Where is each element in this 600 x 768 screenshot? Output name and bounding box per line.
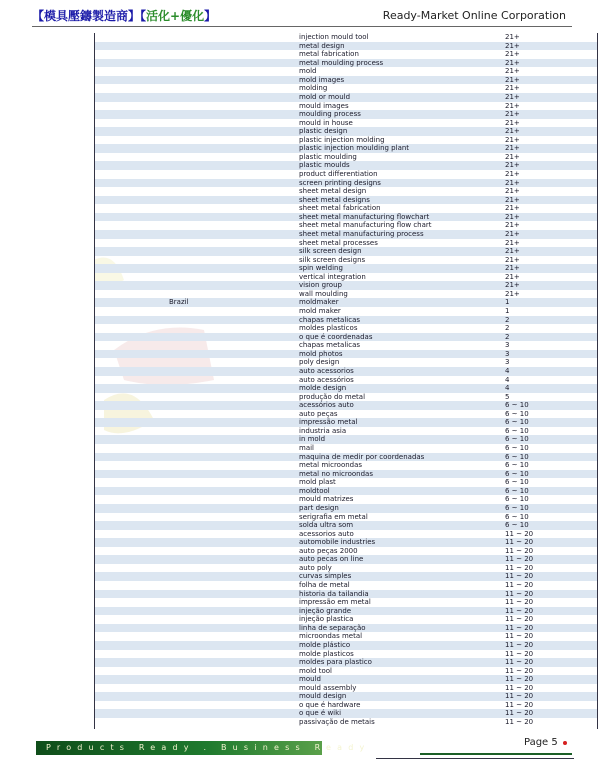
header-rule [32,26,572,27]
rank-cell: 21+ [505,255,520,264]
table-row [95,196,597,205]
rank-cell: 4 [505,384,510,393]
rank-cell: 11 ~ 20 [505,640,534,649]
rank-cell: 6 ~ 10 [505,512,529,521]
rank-cell: 4 [505,375,510,384]
table-row [95,273,597,282]
keyword-cell: auto poly [299,563,332,572]
keyword-cell: auto peças 2000 [299,546,358,555]
rank-cell: 21+ [505,281,520,290]
table-row [95,572,597,581]
keyword-cell: mould [299,675,321,684]
table-row [95,504,597,513]
header-highlight: 活化+優化 [146,9,205,23]
table-row [95,316,597,325]
rank-cell: 11 ~ 20 [505,581,534,589]
keyword-cell: mould design [299,692,347,701]
table-row [95,718,597,727]
table-row [95,221,597,230]
rank-cell: 11 ~ 20 [505,615,534,624]
keyword-cell: sheet metal processes [299,238,378,247]
table-row [95,367,597,376]
keyword-cell: chapas metalicas [299,341,361,350]
rank-cell: 21+ [505,178,520,187]
keyword-cell: impressão em metal [299,598,371,607]
rank-cell: 21+ [505,84,520,93]
footer-rule [376,758,574,759]
keyword-cell: plastic injection molding [299,135,385,144]
table-row [95,84,597,93]
table-row [95,675,597,684]
keyword-cell: silk screen designs [299,255,366,264]
keyword-cell: o que é hardware [299,700,361,709]
keyword-cell: moldes plasticos [299,324,358,333]
keyword-cell: metal design [299,41,345,50]
keyword-cell: injection mould tool [299,33,369,41]
rank-cell: 11 ~ 20 [505,666,534,675]
rank-cell: 2 [505,332,510,341]
keyword-cell: mould in house [299,118,353,127]
table-row [95,521,597,530]
table-row [95,590,597,599]
keyword-cell: plastic design [299,127,348,136]
table-row [95,470,597,479]
rank-cell: 11 ~ 20 [505,606,534,615]
keyword-cell: vision group [299,281,342,290]
keyword-cell: molde plasticos [299,649,354,658]
keyword-cell: mold images [299,75,345,84]
table-row [95,213,597,222]
table-row [95,692,597,701]
keyword-cell: spin welding [299,264,343,273]
keyword-cell: poly design [299,358,340,367]
table-row [95,478,597,487]
rank-cell: 11 ~ 20 [505,555,534,564]
rank-cell: 1 [505,298,510,307]
table-row [95,495,597,504]
footer-banner-text: Products Ready . Business Ready [46,743,371,752]
keyword-cell: solda ultra som [299,521,354,530]
rank-cell: 11 ~ 20 [505,658,534,667]
keyword-cell: passivação de metais [299,718,375,726]
keyword-cell: moulding process [299,110,361,119]
rank-cell: 6 ~ 10 [505,444,529,452]
keyword-cell: curvas simples [299,572,352,581]
keyword-cell: industria asia [299,426,347,435]
rank-cell: 11 ~ 20 [505,563,534,572]
keyword-cell: auto acessórios [299,375,354,384]
rank-cell: 21+ [505,92,520,101]
table-row [95,50,597,59]
keyword-cell: mold maker [299,307,341,315]
footer-accent-rule [420,753,572,755]
page-header [0,0,600,30]
rank-cell: 21+ [505,144,520,153]
keyword-cell: sheet metal manufacturing flow chart [299,221,432,230]
keyword-cell: mold tool [299,666,332,675]
rank-cell: 11 ~ 20 [505,675,534,684]
table-row [95,256,597,265]
table-row [95,650,597,659]
rank-cell: 6 ~ 10 [505,426,529,435]
table-row [95,170,597,179]
table-row [95,179,597,188]
rank-cell: 6 ~ 10 [505,435,529,444]
table-row [95,298,597,307]
header-title-chinese: 【模具壓鑄製造商】【活化+優化】 [32,9,217,23]
keyword-cell: molde design [299,384,347,393]
table-row [95,684,597,693]
keyword-cell: silk screen design [299,247,362,256]
rank-cell: 6 ~ 10 [505,409,529,418]
rank-cell: 21+ [505,127,520,136]
keyword-cell: serigrafia em metal [299,512,368,521]
rank-cell: 11 ~ 20 [505,572,534,581]
keyword-cell: plastic moulds [299,161,350,170]
rank-cell: 6 ~ 10 [505,503,529,512]
table-row [95,427,597,436]
keyword-cell: auto pecas on line [299,555,364,564]
keyword-cell: folha de metal [299,581,350,589]
rank-cell: 11 ~ 20 [505,623,534,632]
table-row [95,76,597,85]
keyword-cell: wall moulding [299,289,348,298]
keyword-cell: linha de separação [299,623,366,632]
table-row [95,59,597,68]
rank-cell: 11 ~ 20 [505,709,534,718]
keyword-cell: mould assembly [299,683,357,692]
table-row [95,444,597,453]
rank-cell: 21+ [505,135,520,144]
table-row [95,350,597,359]
table-row [95,418,597,427]
rank-cell: 21+ [505,247,520,256]
rank-cell: 11 ~ 20 [505,649,534,658]
table-row [95,358,597,367]
keyword-cell: injeção plastica [299,615,354,624]
table-row [95,230,597,239]
country-cell: Brazil [169,298,189,307]
table-row [95,607,597,616]
keyword-cell: moldtool [299,486,330,495]
rank-cell: 21+ [505,50,520,59]
rank-cell: 5 [505,392,510,401]
rank-cell: 11 ~ 20 [505,589,534,598]
header-company-name: Ready-Market Online Corporation [382,9,566,22]
table-row [95,204,597,213]
rank-cell: 21+ [505,67,520,76]
rank-cell: 6 ~ 10 [505,461,529,470]
keyword-cell: microondas metal [299,632,363,641]
rank-cell: 4 [505,366,510,375]
rank-cell: 6 ~ 10 [505,469,529,478]
rank-cell: 21+ [505,33,520,41]
table-row [95,281,597,290]
table-row [95,290,597,299]
keyword-cell: metal microondas [299,461,363,470]
rank-cell: 21+ [505,58,520,67]
keyword-cell: impressão metal [299,418,358,427]
keyword-cell: sheet metal fabrication [299,204,381,213]
rank-cell: 21+ [505,161,520,170]
keyword-cell: sheet metal manufacturing flowchart [299,212,430,221]
table-row [95,119,597,128]
table-row [95,538,597,547]
table-row [95,530,597,539]
keyword-cell: automobile industries [299,538,376,547]
keyword-cell: screen printing designs [299,178,381,187]
table-row [95,581,597,590]
table-row [95,401,597,410]
keyword-cell: maquina de medir por coordenadas [299,452,425,461]
keyword-cell: sheet metal designs [299,195,370,204]
table-row [95,435,597,444]
keyword-cell: sheet metal manufacturing process [299,229,424,238]
keyword-cell: metal moulding process [299,58,384,67]
keyword-cell: plastic injection moulding plant [299,144,410,153]
keyword-cell: metal fabrication [299,50,359,59]
rank-cell: 21+ [505,101,520,110]
table-row [95,564,597,573]
rank-cell: 6 ~ 10 [505,452,529,461]
rank-cell: 21+ [505,272,520,281]
rank-cell: 11 ~ 20 [505,529,534,538]
keyword-cell: plastic moulding [299,152,357,161]
keyword-cell: molding [299,84,328,93]
rank-cell: 11 ~ 20 [505,632,534,641]
rank-cell: 21+ [505,75,520,84]
keyword-cell: moldmaker [299,298,339,307]
table-row [95,93,597,102]
rank-cell: 6 ~ 10 [505,478,529,487]
keyword-cell: mould images [299,101,349,110]
rank-cell: 6 ~ 10 [505,486,529,495]
rank-cell: 6 ~ 10 [505,521,529,530]
keyword-cell: mold photos [299,349,343,358]
rank-cell: 11 ~ 20 [505,718,534,726]
keyword-cell: acessórios auto [299,401,354,410]
table-row [95,547,597,556]
table-row [95,247,597,256]
table-row [95,42,597,51]
rank-cell: 3 [505,341,510,350]
table-row [95,384,597,393]
keyword-cell: o que é coordenadas [299,332,373,341]
table-row [95,513,597,522]
keyword-cell: mold [299,67,317,76]
rank-cell: 11 ~ 20 [505,598,534,607]
keyword-cell: metal no microondas [299,469,373,478]
keyword-cell: vertical integration [299,272,366,281]
table-row [95,102,597,111]
keyword-cell: chapas metalicas [299,315,361,324]
rank-cell: 21+ [505,110,520,119]
table-row [95,264,597,273]
keyword-cell: acessorios auto [299,529,354,538]
table-row [95,144,597,153]
keyword-cell: moldes para plastico [299,658,372,667]
page-number: Page 5 [524,737,558,748]
rank-cell: 21+ [505,152,520,161]
rank-cell: 11 ~ 20 [505,538,534,547]
table-row [95,136,597,145]
rank-cell: 11 ~ 20 [505,692,534,701]
table-row [95,376,597,385]
rank-cell: 3 [505,349,510,358]
table-row [95,701,597,710]
table-row [95,33,597,42]
table-row [95,709,597,718]
rank-cell: 21+ [505,289,520,298]
table-row [95,615,597,624]
keyword-cell: historia da tailandia [299,589,369,598]
table-row [95,624,597,633]
keyword-cell: mold plast [299,478,336,487]
table-row [95,641,597,650]
rank-cell: 21+ [505,118,520,127]
table-row [95,341,597,350]
keyword-cell: auto acessorios [299,366,354,375]
keyword-cell: part design [299,503,339,512]
rank-cell: 21+ [505,264,520,273]
rank-cell: 21+ [505,187,520,196]
rank-cell: 21+ [505,195,520,204]
table-row [95,555,597,564]
table-row [95,161,597,170]
table-row [95,410,597,419]
rank-cell: 2 [505,324,510,333]
rank-cell: 11 ~ 20 [505,683,534,692]
rank-cell: 2 [505,315,510,324]
table-row [95,153,597,162]
table-row [95,307,597,316]
table-row [95,324,597,333]
keyword-cell: mould matrizes [299,495,354,504]
keyword-cell: mold or mould [299,92,351,101]
rank-cell: 11 ~ 20 [505,700,534,709]
rank-cell: 6 ~ 10 [505,418,529,427]
keyword-cell: sheet metal design [299,187,367,196]
table-row [95,239,597,248]
table-row [95,333,597,342]
keyword-cell: product differentiation [299,170,378,178]
rank-cell: 21+ [505,204,520,213]
rank-cell: 21+ [505,229,520,238]
rank-cell: 21+ [505,238,520,247]
rank-cell: 21+ [505,221,520,230]
keyword-cell: injeção grande [299,606,352,615]
rank-cell: 3 [505,358,510,367]
rank-cell: 1 [505,307,510,315]
keyword-cell: mail [299,444,314,452]
rank-cell: 11 ~ 20 [505,546,534,555]
table-row [95,598,597,607]
table-row [95,187,597,196]
table-row [95,127,597,136]
rank-cell: 21+ [505,41,520,50]
table-row [95,67,597,76]
table-row [95,658,597,667]
table-row [95,461,597,470]
table-row [95,110,597,119]
keyword-cell: auto peças [299,409,338,418]
keyword-cell: molde plástico [299,640,351,649]
keyword-cell: o que é wiki [299,709,342,718]
table-row [95,667,597,676]
rank-cell: 21+ [505,212,520,221]
rank-cell: 6 ~ 10 [505,495,529,504]
page-bullet-icon [563,741,567,745]
keyword-cell: in mold [299,435,326,444]
rank-cell: 21+ [505,170,520,178]
keyword-cell: produção do metal [299,392,366,401]
table-row [95,393,597,402]
table-row [95,487,597,496]
keyword-ranking-table [94,33,598,729]
table-row [95,632,597,641]
table-row [95,453,597,462]
rank-cell: 6 ~ 10 [505,401,529,410]
